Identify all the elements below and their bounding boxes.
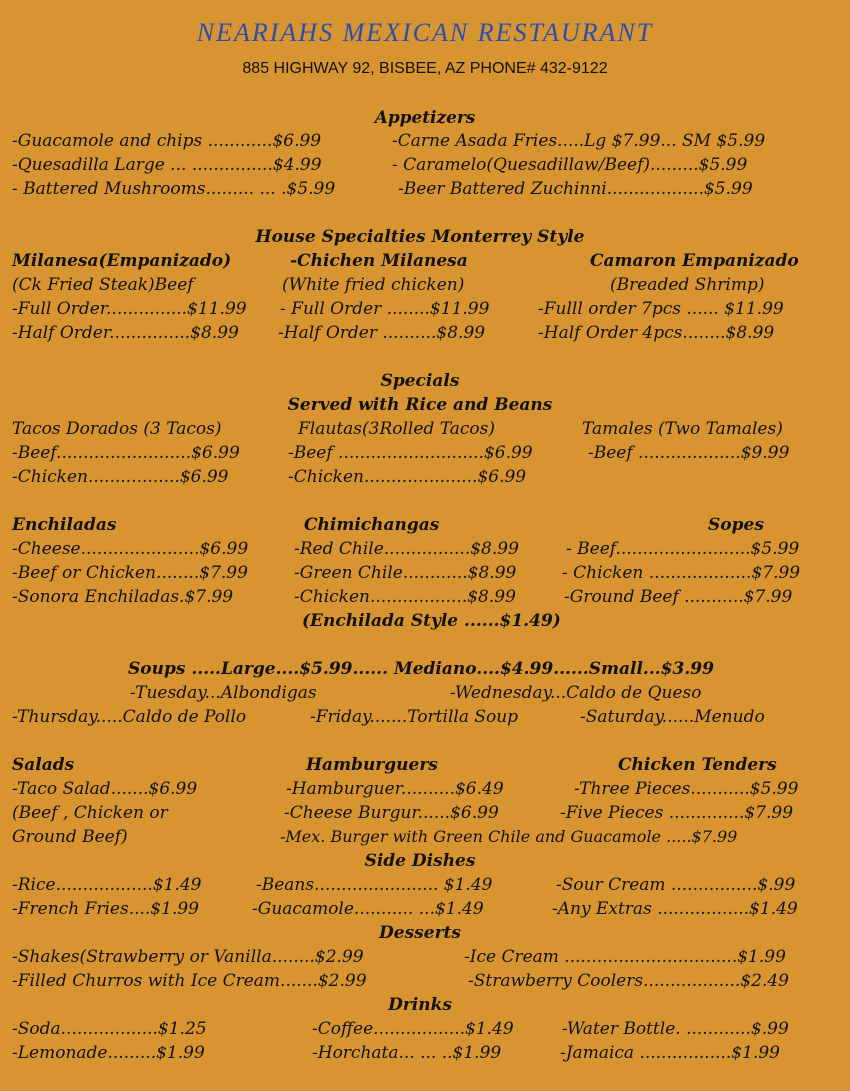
menu-item: -Beef or Chicken........$7.99 (12, 563, 248, 583)
menu-item: - Caramelo(Quesadillaw/Beef).........$5.99 (392, 155, 748, 175)
menu-item: -Shakes(Strawberry or Vanilla........$2.99 (12, 947, 364, 967)
menu-item: -Sour Cream ................$.99 (556, 875, 796, 895)
menu-item: -Quesadilla Large ... ...............$4.99 (12, 155, 322, 175)
menu-item: -Rice..................$1.49 (12, 875, 202, 895)
tacos-dorados-heading: Tacos Dorados (3 Tacos) (12, 419, 222, 439)
menu-item: -Guacamole........... ...$1.49 (252, 899, 484, 919)
menu-item: -Half Order 4pcs........$8.99 (538, 323, 775, 343)
menu-item: -Thursday.....Caldo de Pollo (12, 707, 247, 727)
menu-item: -Carne Asada Fries.....Lg $7.99... SM $5.99 (392, 131, 766, 151)
menu-item: - Beef.........................$5.99 (566, 539, 800, 559)
house-specialties-heading: House Specialties Monterrey Style (255, 227, 585, 247)
menu-item: -Any Extras .................$1.49 (552, 899, 798, 919)
menu-item: (Breaded Shrimp) (610, 275, 765, 295)
specials-heading: Specials (380, 371, 460, 391)
menu-item: -Half Order...............$8.99 (12, 323, 239, 343)
menu-item: -Water Bottle. ............$.99 (562, 1019, 789, 1039)
menu-item: -Cheese Burgur......$6.99 (284, 803, 499, 823)
camaron-heading: Camaron Empanizado (590, 251, 799, 271)
menu-item: -Guacamole and chips ............$6.99 (12, 131, 322, 151)
milanesa-heading: Milanesa(Empanizado) (12, 251, 232, 271)
menu-item: -Three Pieces...........$5.99 (574, 779, 799, 799)
menu-item: -Half Order ..........$8.99 (278, 323, 486, 343)
menu-item: -Friday.......Tortilla Soup (310, 707, 519, 727)
menu-item: -Beans....................... $1.49 (256, 875, 493, 895)
chimichangas-heading: Chimichangas (304, 515, 440, 535)
menu-item: -Five Pieces ..............$7.99 (560, 803, 794, 823)
menu-item: - Full Order ........$11.99 (280, 299, 490, 319)
menu-item: -Chicken.................$6.99 (12, 467, 229, 487)
appetizers-heading: Appetizers (374, 107, 476, 127)
menu-item: -Jamaica .................$1.99 (560, 1043, 780, 1063)
specials-subheading: Served with Rice and Beans (287, 395, 553, 415)
menu-item: -Green Chile............$8.99 (294, 563, 517, 583)
menu-item: -Beef.........................$6.99 (12, 443, 240, 463)
menu-item: -Lemonade.........$1.99 (12, 1043, 205, 1063)
menu-item: -Ice Cream ................................$1.99 (464, 947, 786, 967)
menu-item: -Fulll order 7pcs ...... $11.99 (538, 299, 784, 319)
menu-item: -Cheese......................$6.99 (12, 539, 249, 559)
desserts-heading: Desserts (379, 923, 461, 943)
menu-item: -Beef ...........................$6.99 (288, 443, 533, 463)
chicken-tenders-heading: Chicken Tenders (618, 755, 777, 775)
menu-item: -French Fries....$1.99 (12, 899, 199, 919)
flautas-heading: Flautas(3Rolled Tacos) (298, 419, 495, 439)
menu-item: -Hamburguer..........$6.49 (286, 779, 504, 799)
menu-item: -Strawberry Coolers..................$2.49 (468, 971, 789, 991)
tamales-heading: Tamales (Two Tamales) (582, 419, 783, 439)
menu-item: -Mex. Burger with Green Chile and Guacamole .....$7.99 (280, 827, 738, 846)
menu-item: -Beef ...................$9.99 (588, 443, 790, 463)
chicken-milanesa-heading: -Chichen Milanesa (290, 251, 468, 271)
menu-item: - Chicken ...................$7.99 (562, 563, 801, 583)
menu-item: Ground Beef) (12, 827, 128, 847)
menu-item: -Red Chile................$8.99 (294, 539, 519, 559)
menu-item: -Wednesday...Caldo de Queso (450, 683, 702, 703)
menu-item: -Chicken..................$8.99 (294, 587, 516, 607)
restaurant-address: 885 HIGHWAY 92, BISBEE, AZ PHONE# 432-9122 (242, 60, 608, 77)
soups-heading: Soups .....Large....$5.99...... Mediano....$4.99......Small...$3.99 (128, 659, 714, 679)
menu-item: -Soda..................$1.25 (12, 1019, 207, 1039)
menu-item: -Coffee.................$1.49 (312, 1019, 514, 1039)
restaurant-title: NEARIAHS MEXICAN RESTAURANT (196, 18, 654, 47)
side-dishes-heading: Side Dishes (364, 851, 476, 871)
sopes-heading: Sopes (708, 515, 764, 535)
salads-heading: Salads (12, 755, 75, 775)
menu-item: -Ground Beef ...........$7.99 (564, 587, 793, 607)
drinks-heading: Drinks (388, 995, 452, 1015)
menu-item: -Chicken.....................$6.99 (288, 467, 527, 487)
menu-item: (Beef , Chicken or (12, 803, 168, 823)
menu-item: -Horchata... ... ..$1.99 (312, 1043, 502, 1063)
enchiladas-heading: Enchiladas (12, 515, 117, 535)
menu-item: -Beer Battered Zuchinni..................$5.99 (398, 179, 753, 199)
menu-item: -Saturday......Menudo (580, 707, 765, 727)
menu-item: (Ck Fried Steak)Beef (12, 275, 194, 295)
menu-item: -Filled Churros with Ice Cream.......$2.99 (12, 971, 367, 991)
menu-item: -Taco Salad.......$6.99 (12, 779, 198, 799)
menu-item: (White fried chicken) (282, 275, 465, 295)
menu-item: -Full Order...............$11.99 (12, 299, 247, 319)
enchilada-style-note: (Enchilada Style ......$1.49) (302, 611, 561, 631)
menu-item: -Tuesday...Albondigas (130, 683, 317, 703)
menu-item: - Battered Mushrooms......... ... .$5.99 (12, 179, 336, 199)
hamburgers-heading: Hamburguers (306, 755, 438, 775)
menu-item: -Sonora Enchiladas.$7.99 (12, 587, 234, 607)
